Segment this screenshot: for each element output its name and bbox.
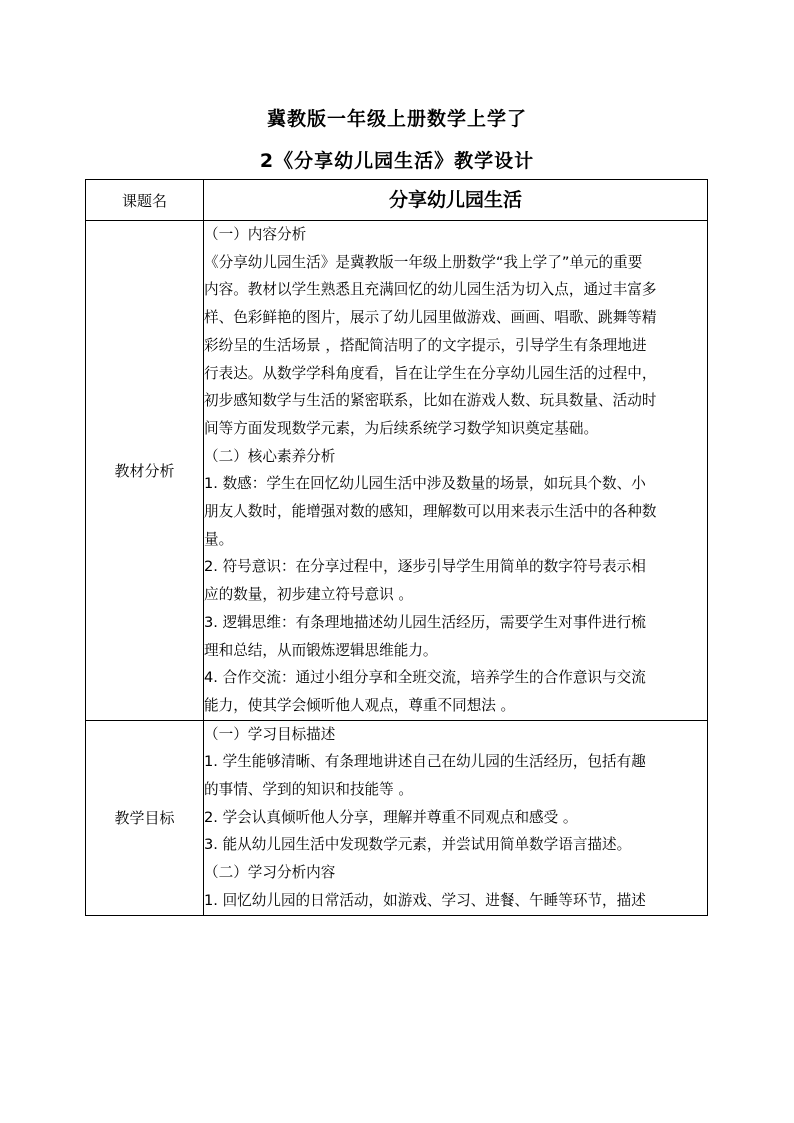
goal-line: 3. 能从幼儿园生活中发现数学元素，并尝试用简单数学语言描述。 (204, 836, 632, 854)
material-label: 教材分析 (86, 221, 204, 721)
topic-value: 分享幼儿园生活 (388, 189, 522, 211)
material-content (204, 221, 708, 721)
literacy-line: 4. 合作交流：通过小组分享和全班交流，培养学生的合作意识与交流 (204, 669, 646, 687)
learning-goals-heading: （一）学习目标描述 (204, 725, 336, 743)
literacy-line: 朋友人数时，能增强对数的感知，理解数可以用来表示生活中的各种数 (204, 503, 657, 521)
document-title-line-1: 冀教版一年级上册数学上学了 (266, 108, 527, 130)
content-analysis-heading: （一）内容分析 (204, 226, 307, 243)
learning-analysis-heading: （二）学习分析内容 (204, 864, 336, 882)
lesson-plan-table (85, 179, 708, 916)
literacy-line: 3. 逻辑思维：有条理地描述幼儿园生活经历，需要学生对事件进行梳 (204, 613, 646, 631)
content-line: 内容。教材以学生熟悉且充满回忆的幼儿园生活为切入点，通过丰富多 (204, 281, 657, 299)
goal-line: 2. 学会认真倾听他人分享，理解并尊重不同观点和感受 。 (204, 808, 578, 826)
content-line: 样、色彩鲜艳的图片，展示了幼儿园里做游戏、画画、唱歌、跳舞等精 (204, 309, 657, 327)
literacy-line: 理和总结，从而锻炼逻辑思维能力。 (204, 641, 438, 659)
literacy-line: 量。 (204, 530, 234, 548)
goals-label: 教学目标 (86, 720, 204, 915)
goal-line: 的事情、学到的知识和技能等 。 (204, 781, 413, 799)
content-line: 行表达。从数学学科角度看，旨在让学生在分享幼儿园生活的过程中， (204, 364, 657, 382)
literacy-line: 能力，使其学会倾听他人观点，尊重不同想法 。 (204, 696, 516, 714)
content-line: 彩纷呈的生活场景 ，搭配简洁明了的文字提示，引导学生有条理地进 (204, 336, 647, 354)
literacy-analysis-heading: （二）核心素养分析 (204, 447, 336, 465)
goals-content (204, 720, 708, 915)
topic-row (86, 180, 708, 221)
goal-line: 1. 学生能够清晰、有条理地讲述自己在幼儿园的生活经历，包括有趣 (204, 753, 646, 771)
literacy-line: 1. 数感：学生在回忆幼儿园生活中涉及数量的场景，如玩具个数、小 (204, 475, 646, 493)
topic-value-cell (204, 180, 708, 221)
literacy-line: 2. 符号意识：在分享过程中，逐步引导学生用简单的数字符号表示相 (204, 558, 646, 576)
content-line: 间等方面发现数学元素，为后续系统学习数学知识奠定基础。 (204, 419, 599, 437)
topic-label: 课题名 (86, 180, 204, 221)
literacy-line: 应的数量，初步建立符号意识 。 (204, 586, 413, 604)
content-line: 《分享幼儿园生活》是冀教版一年级上册数学“我上学了”单元的重要 (204, 253, 643, 271)
analysis-line: 1. 回忆幼儿园的日常活动，如游戏、学习、进餐、午睡等环节，描述 (204, 891, 646, 909)
document-title-line-2: 2《分享幼儿园生活》教学设计 (259, 150, 535, 172)
material-row (86, 221, 708, 721)
content-line: 初步感知数学与生活的紧密联系，比如在游戏人数、玩具数量、活动时 (204, 392, 657, 410)
goals-row (86, 720, 708, 915)
